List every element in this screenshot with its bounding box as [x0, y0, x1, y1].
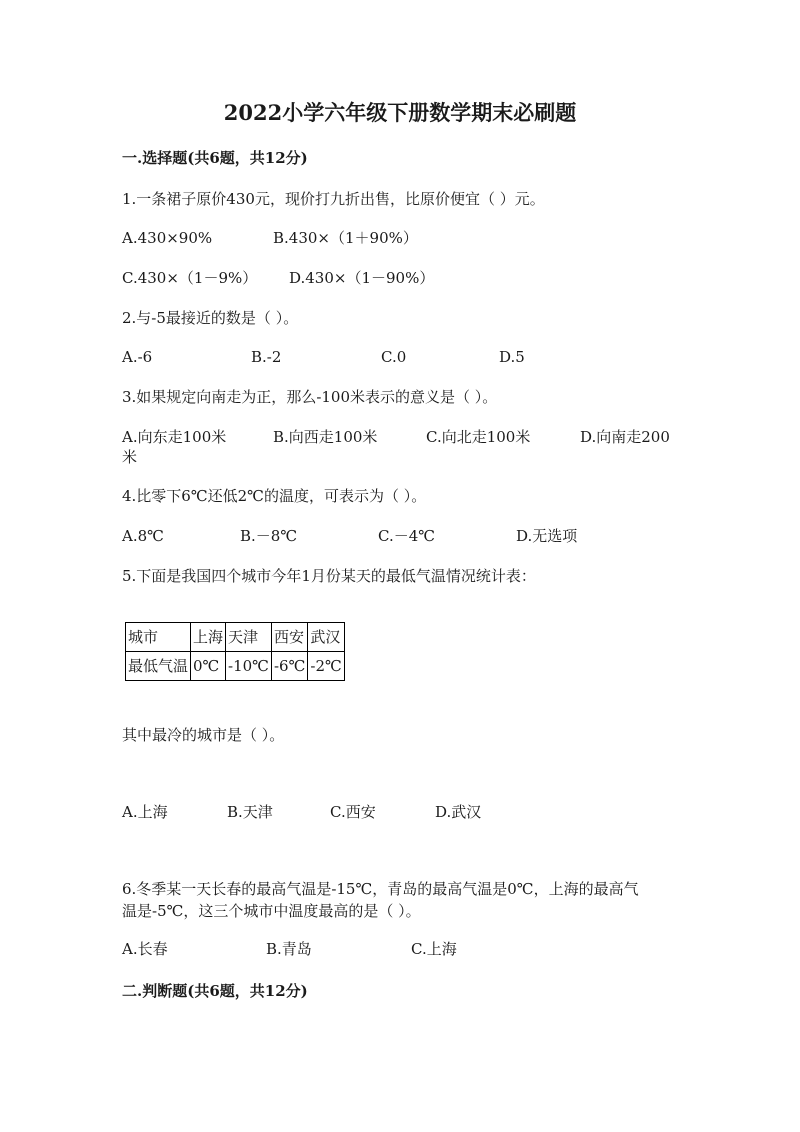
- question-4-option-a: A.8℃: [122, 527, 164, 545]
- question-5-option-c: C.西安: [330, 803, 376, 821]
- question-6-stem-line-2: 温是-5℃，这三个城市中温度最高的是（ ）。: [122, 902, 421, 920]
- question-3-option-d: D.向南走200: [580, 428, 670, 446]
- question-6-stem-line-1: 6.冬季某一天长春的最高气温是-15℃，青岛的最高气温是0℃，上海的最高气: [122, 880, 639, 898]
- question-1-stem: 1.一条裙子原价430元，现价打九折出售，比原价便宜（ ）元。: [122, 190, 545, 208]
- question-6-option-a: A.长春: [122, 940, 168, 958]
- table-cell: -2℃: [308, 652, 344, 681]
- question-3-option-b: B.向西走100米: [273, 428, 378, 446]
- section-heading-choice: 一.选择题(共6题，共12分): [122, 149, 308, 167]
- question-5-option-a: A.上海: [122, 803, 168, 821]
- question-1-option-d: D.430×（1－90%）: [289, 269, 435, 287]
- table-cell: 上海: [191, 623, 226, 652]
- question-4-option-b: B.－8℃: [240, 527, 298, 545]
- question-3-option-d-wrap: 米: [122, 448, 138, 466]
- question-4-stem: 4.比零下6℃还低2℃的温度，可表示为（ ）。: [122, 487, 427, 505]
- table-row: [126, 652, 345, 681]
- question-2-option-c: C.0: [381, 348, 407, 366]
- question-4-option-c: C.－4℃: [378, 527, 436, 545]
- temperature-table: [125, 622, 345, 681]
- table-cell: -6℃: [271, 652, 307, 681]
- question-5-option-b: B.天津: [227, 803, 273, 821]
- question-3-option-c: C.向北走100米: [426, 428, 531, 446]
- question-1-option-b: B.430×（1＋90%）: [273, 229, 418, 247]
- question-3-option-a: A.向东走100米: [122, 428, 227, 446]
- question-3-stem: 3.如果规定向南走为正，那么-100米表示的意义是（ ）。: [122, 388, 498, 406]
- question-4-option-d: D.无选项: [516, 527, 578, 545]
- question-2-option-d: D.5: [499, 348, 525, 366]
- table-cell: 武汉: [308, 623, 344, 652]
- table-cell: 天津: [226, 623, 272, 652]
- page-title: 2022小学六年级下册数学期末必刷题: [223, 100, 577, 125]
- question-2-stem: 2.与-5最接近的数是（ ）。: [122, 309, 299, 327]
- question-5-stem: 5.下面是我国四个城市今年1月份某天的最低气温情况统计表：: [122, 567, 536, 585]
- question-6-option-b: B.青岛: [266, 940, 312, 958]
- table-cell: 0℃: [191, 652, 226, 681]
- table-cell: 最低气温: [126, 652, 191, 681]
- table-header-row: [126, 623, 345, 652]
- question-5-option-d: D.武汉: [435, 803, 482, 821]
- question-2-option-a: A.-6: [122, 348, 153, 366]
- section-heading-judgement: 二.判断题(共6题，共12分): [122, 982, 308, 1000]
- question-2-option-b: B.-2: [251, 348, 282, 366]
- table-cell: -10℃: [226, 652, 272, 681]
- question-5-question: 其中最冷的城市是（ ）。: [122, 726, 285, 744]
- question-6-option-c: C.上海: [411, 940, 457, 958]
- question-1-option-c: C.430×（1－9%）: [122, 269, 258, 287]
- table-cell: 城市: [126, 623, 191, 652]
- table-cell: 西安: [271, 623, 307, 652]
- question-1-option-a: A.430×90%: [122, 229, 213, 247]
